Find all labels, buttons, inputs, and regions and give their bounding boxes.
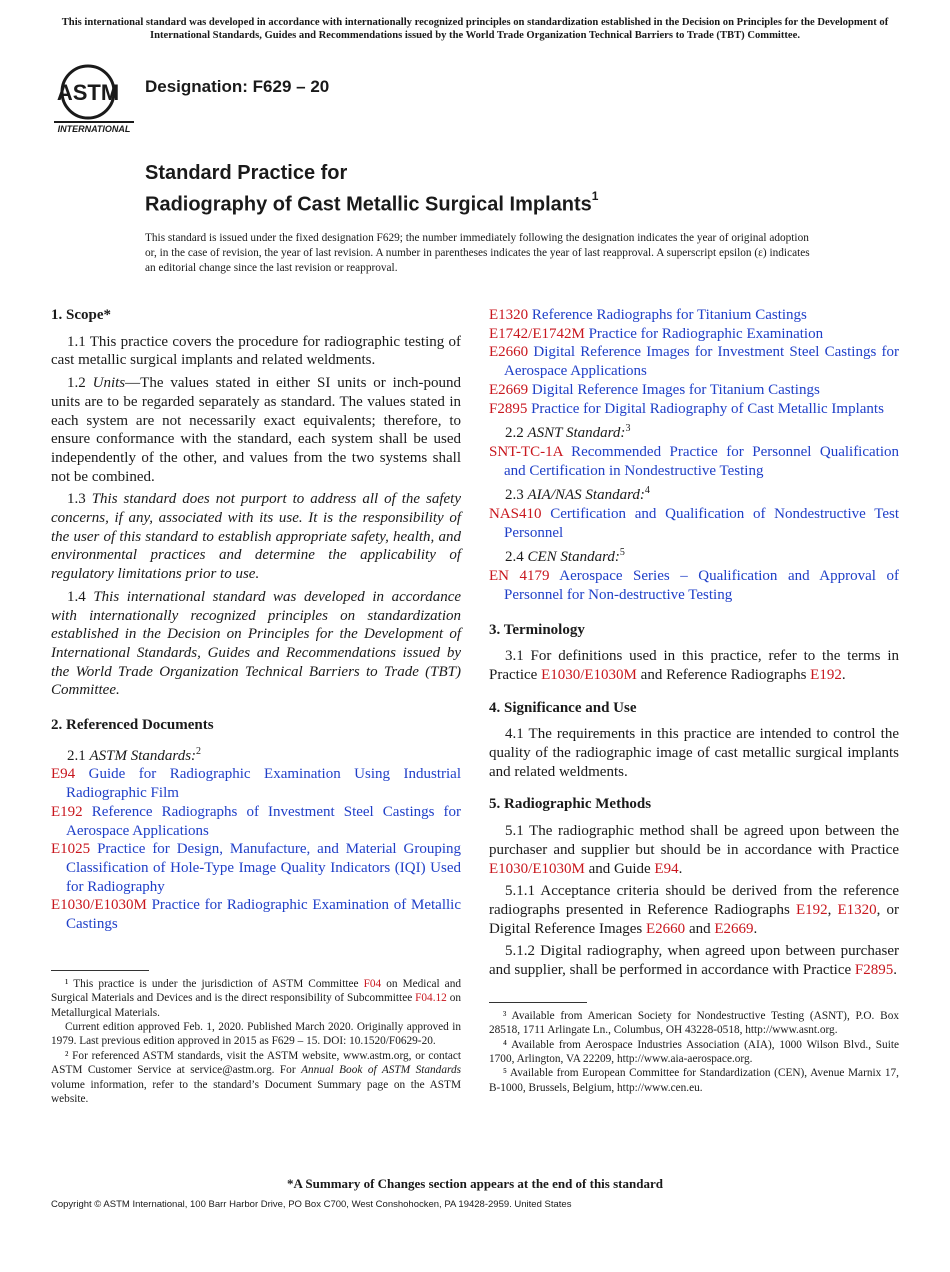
footnote-1-edition: Current edition approved Feb. 1, 2020. Published March 2020. Originally approved in 1979. Last previous edition approved in 2015 as F629 – 15. DOI: 10.1520/F0629-20. bbox=[51, 1021, 461, 1048]
methods-5-1-1: 5.1.1 Acceptance criteria should be derived from the reference radiographs presented in Reference Radiographs E192, E1320, or Digital Reference Images E2660 and E2669. bbox=[489, 883, 900, 937]
ref-f2895[interactable]: F2895 Practice for Digital Radiography of Cast Metallic Implants bbox=[489, 400, 884, 417]
aia-standard-label: 2.3 AIA/NAS Standard:$^4$ bbox=[505, 485, 650, 504]
ref-nas410[interactable]: NAS410 Certification and Qualification of Nondestructive Test Personnel bbox=[489, 506, 900, 541]
footnote-5: ⁵ Available from European Committee for Standardization (CEN), Avenue Marnix 17, B-1000, Brussels, Belgium, http://www.cen.eu. bbox=[489, 1067, 899, 1094]
footnote-rule-right bbox=[489, 1002, 587, 1003]
scope-heading: 1. Scope* bbox=[51, 307, 111, 323]
significance-heading: 4. Significance and Use bbox=[489, 699, 637, 716]
astm-logo bbox=[52, 58, 136, 134]
ref-e2669[interactable]: E2669 Digital Reference Images for Titanium Castings bbox=[489, 381, 820, 398]
footnote-1: ¹ This practice is under the jurisdiction of ASTM Committee F04 on Medical and Surgical Materials and Devices and is the direct responsibility of Subcommittee F04.12 on Metallurgical Materials. bbox=[51, 977, 461, 1019]
copyright: Copyright © ASTM International, 100 Barr Harbor Drive, PO Box C700, West Conshohocken, PA 19428-2959. United States bbox=[51, 1199, 572, 1210]
terminology-3-1: 3.1 For definitions used in this practice, refer to the terms in Practice E1030/E1030M and Reference Radiographs E192. bbox=[489, 648, 899, 683]
ref-e94[interactable]: E94 Guide for Radiographic Examination Using Industrial Radiographic Film bbox=[51, 766, 461, 802]
title-line-2: Radiography of Cast Metallic Surgical Implants bbox=[145, 193, 592, 216]
ref-en4179[interactable]: EN 4179 Aerospace Series – Qualification and Approval of Personnel for Non-destructive Testing bbox=[489, 568, 899, 603]
ref-snt-tc-1a[interactable]: SNT-TC-1A Recommended Practice for Personnel Qualification and Certification in Nondestructive Testing bbox=[489, 443, 900, 479]
designation: Designation: F629 – 20 bbox=[145, 77, 330, 96]
terminology-heading: 3. Terminology bbox=[489, 621, 585, 638]
footnote-2: ² For referenced ASTM standards, visit the ASTM website, www.astm.org, or contact ASTM Customer Service at service@astm.org. For Annual Book of ASTM Standards volume information, refer to the standard’s Document Summary page on the ASTM website. bbox=[51, 1049, 461, 1106]
summary-of-changes-note: *A Summary of Changes section appears at the end of this standard bbox=[287, 1176, 663, 1191]
scope-1-2: 1.2 Units—The values stated in either SI units or inch-pound units are to be regarded separately as standard. The values stated in each system are not necessarily exact equivalents; therefore, to ensure conformance with the standard, each system shall be used independently of the other, and values from the two systems shall not be combined. bbox=[51, 375, 461, 485]
logo-subtext: INTERNATIONAL bbox=[57, 124, 131, 134]
ref-e1742[interactable]: E1742/E1742M Practice for Radiographic Examination bbox=[489, 325, 824, 342]
scope-1-1: 1.1 This practice covers the procedure for radiographic testing of cast metallic surgical implants and related weldments. bbox=[51, 333, 461, 369]
title-line-1: Standard Practice for bbox=[145, 162, 348, 184]
refdocs-heading: 2. Referenced Documents bbox=[51, 717, 214, 734]
ref-e1030[interactable]: E1030/E1030M Practice for Radiographic Examination of Metallic Castings bbox=[51, 897, 462, 933]
right-column bbox=[489, 306, 899, 1095]
logo-text: ASTM bbox=[56, 80, 120, 105]
footnote-rule-left bbox=[51, 970, 149, 971]
ref-e1320[interactable]: E1320 Reference Radiographs for Titanium Castings bbox=[489, 307, 807, 323]
asnt-standard-label: 2.2 ASNT Standard:$^3$ bbox=[505, 423, 631, 442]
footnote-4: ⁴ Available from Aerospace Industries Association (AIA), 1000 Wilson Blvd., Suite 1700, Arlington, VA 22209, http://www.aia-aerospace.org. bbox=[489, 1038, 899, 1066]
footnote-3: ³ Available from American Society for Nondestructive Testing (ASNT), P.O. Box 28518, 1711 Arlingate Ln., Columbus, OH 43228-0518, http://www.asnt.org. bbox=[489, 1009, 899, 1037]
ref-e192[interactable]: E192 Reference Radiographs of Investment Steel Castings for Aerospace Applications bbox=[51, 803, 462, 839]
ref-e2660[interactable]: E2660 Digital Reference Images for Investment Steel Castings for Aerospace Applications bbox=[489, 344, 900, 380]
scope-1-3: 1.3 This standard does not purport to address all of the safety concerns, if any, associated with its use. It is the responsibility of the user of this standard to establish appropriate safety, health, and environmental practices and determine the applicability of regulatory limitations prior to use. bbox=[51, 491, 462, 583]
cen-standard-label: 2.4 CEN Standard:$^5$ bbox=[505, 547, 625, 566]
methods-5-1: 5.1 The radiographic method shall be agreed upon between the purchaser and supplier but should be in accordance with Practice E1030/E1030M and Guide E94. bbox=[489, 823, 899, 877]
issuance-note: This standard is issued under the fixed designation F629; the number immediately following the designation indicates the year of original adoption or, in the case of revision, the year of last revision. A number in parentheses indicates the year of last reapproval. A superscript epsilon (ε) indicates an editorial change since the last revision or reapproval. bbox=[145, 232, 810, 274]
page-title bbox=[145, 160, 598, 218]
methods-5-1-2: 5.1.2 Digital radiography, when agreed upon between purchaser and supplier, shall be performed in accordance with Practice F2895. bbox=[489, 943, 899, 979]
methods-heading: 5. Radiographic Methods bbox=[489, 796, 652, 813]
ref-e1025[interactable]: E1025 Practice for Design, Manufacture, and Material Grouping Classification of Hole-Type Image Quality Indicators (IQI) Used for Radiography bbox=[51, 841, 461, 895]
astm-standards-label: 2.1 ASTM Standards:$^2$ bbox=[67, 745, 202, 764]
left-column bbox=[51, 306, 461, 1106]
scope-1-4: 1.4 This international standard was developed in accordance with internationally recognized principles on standardization established in the Decision on Principles for the Development of International Standards, Guides and Recommendations issued by the World Trade Organization Technical Barriers to Trade (TBT) Committee. bbox=[51, 588, 462, 699]
tbt-notice: This international standard was developed in accordance with internationally recognized principles on standardization established in the Decision on Principles for the Development of International Standards, Guides and Recommendations issued by the World Trade Organization Technical Barriers to Trade (TBT) Committee. bbox=[61, 17, 889, 41]
title-footnote-mark: 1 bbox=[591, 189, 599, 203]
significance-4-1: 4.1 The requirements in this practice are intended to control the quality of the radiographic image of cast metallic surgical implants and related weldments. bbox=[489, 726, 899, 780]
